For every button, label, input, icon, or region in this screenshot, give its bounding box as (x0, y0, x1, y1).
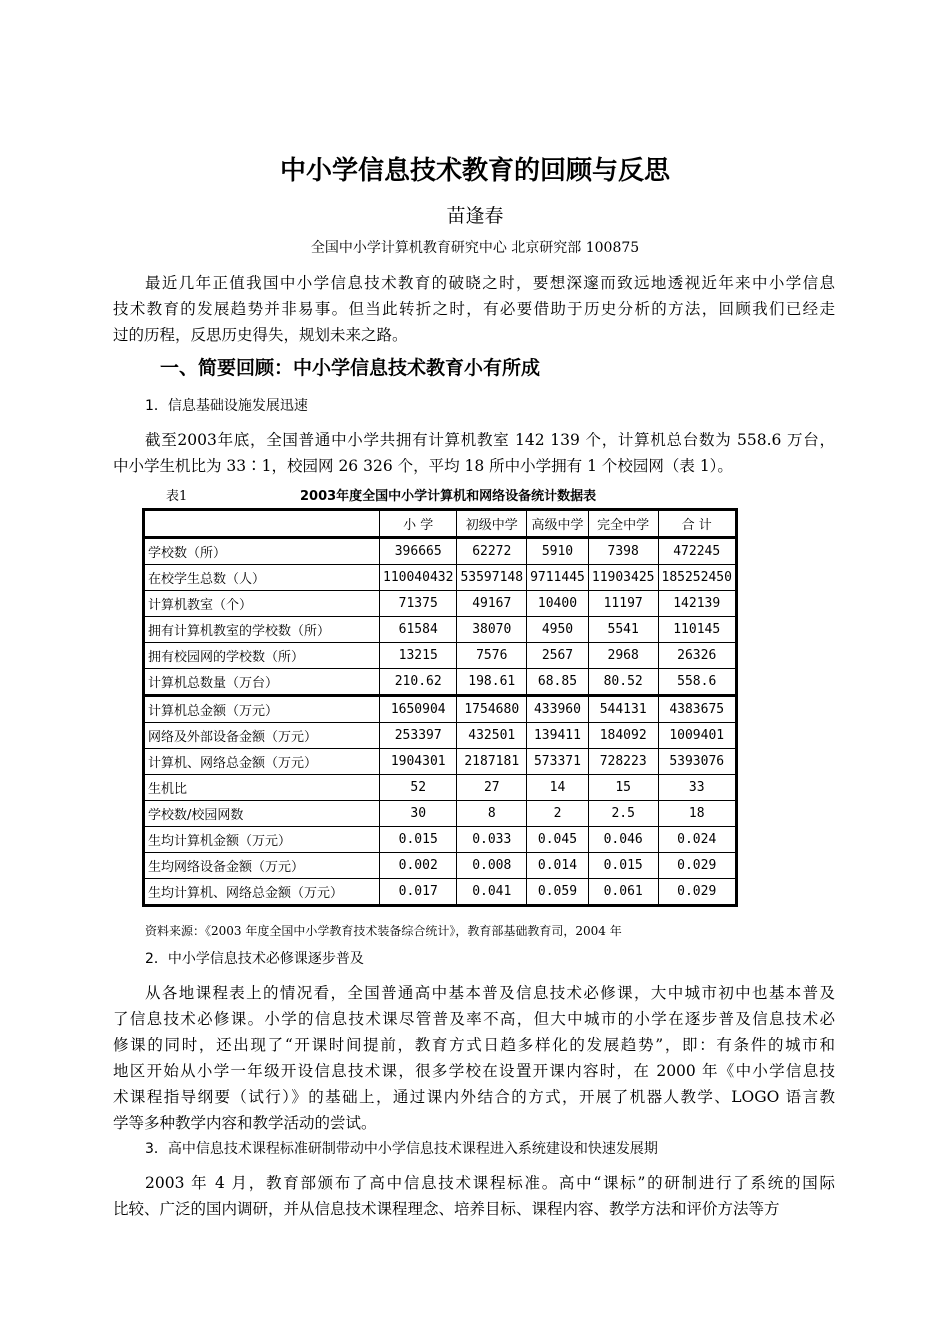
table-cell: 184092 (588, 723, 658, 749)
paragraph-1 (113, 427, 835, 479)
table-cell: 52 (380, 775, 457, 801)
table-cell: 0.015 (588, 853, 658, 879)
subheading-2: 2．中小学信息技术必修课逐步普及 (145, 951, 364, 967)
table-cell: 2187181 (457, 749, 527, 775)
table-row (144, 723, 737, 749)
table-cell: 2.5 (588, 801, 658, 827)
table-cell: 110040432 (380, 565, 457, 591)
table-cell: 185252450 (658, 565, 736, 591)
table-number: 表1 (166, 489, 188, 504)
table-cell: 33 (658, 775, 736, 801)
table-row (144, 538, 737, 565)
table-cell: 0.041 (457, 879, 527, 906)
table-row (144, 643, 737, 669)
table-cell: 2 (527, 801, 589, 827)
table-cell: 拥有校园网的学校数（所） (144, 643, 380, 669)
table-cell: 5393076 (658, 749, 736, 775)
table-cell: 558.6 (658, 669, 736, 696)
paragraph-3 (113, 1170, 835, 1222)
table-cell: 完全中学 (588, 510, 658, 538)
paragraph-line: 截至2003年底，全国普通中小学共拥有计算机教室 142 139 个，计算机总台数为 558.6 万台， (145, 431, 835, 449)
table-cell: 4950 (527, 617, 589, 643)
paragraph-line: 学等多种教学内容和教学活动的尝试。 (113, 1114, 377, 1132)
table-cell: 0.061 (588, 879, 658, 906)
table-cell: 8 (457, 801, 527, 827)
table-cell: 初级中学 (457, 510, 527, 538)
table-cell: 4383675 (658, 696, 736, 723)
table-cell: 2567 (527, 643, 589, 669)
document-title: 中小学信息技术教育的回顾与反思 (279, 156, 670, 186)
table-cell: 计算机教室（个） (144, 591, 380, 617)
paragraph-line: 从各地课程表上的情况看，全国普通高中基本普及信息技术必修课，大中城市初中也基本普及 (145, 984, 835, 1002)
table-row (144, 853, 737, 879)
table-cell: 0.002 (380, 853, 457, 879)
table-cell: 62272 (457, 538, 527, 565)
table-cell: 573371 (527, 749, 589, 775)
table-cell: 0.015 (380, 827, 457, 853)
table-cell: 1650904 (380, 696, 457, 723)
table-cell: 0.059 (527, 879, 589, 906)
table-cell: 网络及外部设备金额（万元） (144, 723, 380, 749)
table-cell (144, 510, 380, 538)
table-cell: 0.045 (527, 827, 589, 853)
table-row (144, 827, 737, 853)
table-cell: 26326 (658, 643, 736, 669)
table-source: 资料来源：《2003 年度全国中小学教育技术装备综合统计》，教育部基础教育司，2004 年 (145, 924, 622, 938)
table-cell: 拥有计算机教室的学校数（所） (144, 617, 380, 643)
table-cell: 80.52 (588, 669, 658, 696)
table-cell: 生均网络设备金额（万元） (144, 853, 380, 879)
table-cell: 学校数（所） (144, 538, 380, 565)
paragraph-line: 修课的同时，还出现了“开课时间提前，教育方式日趋多样化的发展趋势”，即：有条件的城市和 (113, 1036, 835, 1054)
table-cell: 53597148 (457, 565, 527, 591)
paragraph-line: 地区开始从小学一年级开设信息技术课，很多学校在设置开课内容时，在 2000 年《中小学信息技 (113, 1062, 835, 1080)
table-cell: 0.046 (588, 827, 658, 853)
subheading-1: 1．信息基础设施发展迅速 (145, 398, 308, 414)
paragraph-line: 中小学生机比为 33∶1，校园网 26 326 个，平均 18 所中小学拥有 1 个校园网（表 1）。 (113, 457, 733, 475)
table-row (144, 617, 737, 643)
table-cell: 1904301 (380, 749, 457, 775)
intro-paragraph (113, 270, 835, 348)
table-cell: 1009401 (658, 723, 736, 749)
table-cell: 0.029 (658, 853, 736, 879)
table-cell: 高级中学 (527, 510, 589, 538)
paragraph-2 (113, 980, 835, 1136)
table-cell: 7398 (588, 538, 658, 565)
table-row (144, 696, 737, 723)
section-heading-1: 一、简要回顾：中小学信息技术教育小有所成 (160, 357, 541, 379)
table-cell: 0.029 (658, 879, 736, 906)
table-row (144, 879, 737, 906)
table-cell: 计算机、网络总金额（万元） (144, 749, 380, 775)
table-cell: 30 (380, 801, 457, 827)
table-cell: 2968 (588, 643, 658, 669)
table-cell: 生均计算机、网络总金额（万元） (144, 879, 380, 906)
paragraph-line: 比较、广泛的国内调研，并从信息技术课程理念、培养目标、课程内容、教学方法和评价方法等方 (113, 1200, 780, 1218)
table-cell: 433960 (527, 696, 589, 723)
table-cell: 142139 (658, 591, 736, 617)
table-cell: 1754680 (457, 696, 527, 723)
table-cell: 0.008 (457, 853, 527, 879)
table-title: 2003年度全国中小学计算机和网络设备统计数据表 (300, 489, 597, 504)
table-cell: 61584 (380, 617, 457, 643)
table-cell: 11197 (588, 591, 658, 617)
paragraph-line: 了信息技术必修课。小学的信息技术课尽管普及率不高，但大中城市的小学在逐步普及信息技术必 (113, 1010, 835, 1028)
table-cell: 在校学生总数（人） (144, 565, 380, 591)
table-cell: 0.033 (457, 827, 527, 853)
table-cell: 68.85 (527, 669, 589, 696)
table-cell: 728223 (588, 749, 658, 775)
table-cell: 7576 (457, 643, 527, 669)
table-cell: 0.024 (658, 827, 736, 853)
table-header-row (144, 510, 737, 538)
table-cell: 253397 (380, 723, 457, 749)
affiliation: 全国中小学计算机教育研究中心 北京研究部 100875 (310, 240, 640, 256)
table-cell: 5541 (588, 617, 658, 643)
table-cell: 15 (588, 775, 658, 801)
paragraph-line: 术课程指导纲要（试行）》的基础上，通过课内外结合的方式，开展了机器人教学、LOGO 语言教 (113, 1088, 835, 1106)
paragraph-line: 技术教育的发展趋势并非易事。但当此转折之时，有必要借助于历史分析的方法，回顾我们已经走 (113, 300, 835, 318)
table-cell: 小 学 (380, 510, 457, 538)
statistics-table (142, 508, 738, 907)
table-cell: 38070 (457, 617, 527, 643)
table-cell: 71375 (380, 591, 457, 617)
table-cell: 14 (527, 775, 589, 801)
table-row (144, 775, 737, 801)
table-cell: 27 (457, 775, 527, 801)
table-cell: 0.017 (380, 879, 457, 906)
table-row (144, 669, 737, 696)
paragraph-line: 2003 年 4 月，教育部颁布了高中信息技术课程标准。高中“课标”的研制进行了系统的国际 (145, 1174, 835, 1192)
table-cell: 9711445 (527, 565, 589, 591)
table-cell: 198.61 (457, 669, 527, 696)
table-cell: 13215 (380, 643, 457, 669)
paragraph-line: 最近几年正值我国中小学信息技术教育的破晓之时，要想深邃而致远地透视近年来中小学信息 (145, 274, 835, 292)
table-cell: 计算机总金额（万元） (144, 696, 380, 723)
table-cell: 396665 (380, 538, 457, 565)
table-cell: 生均计算机金额（万元） (144, 827, 380, 853)
table-cell: 11903425 (588, 565, 658, 591)
paragraph-line: 过的历程，反思历史得失，规划未来之路。 (113, 326, 408, 344)
table-cell: 5910 (527, 538, 589, 565)
table-cell: 计算机总数量（万台） (144, 669, 380, 696)
table-cell: 18 (658, 801, 736, 827)
author: 苗逢春 (446, 205, 504, 227)
table-cell: 合 计 (658, 510, 736, 538)
table-cell: 0.014 (527, 853, 589, 879)
table-cell: 472245 (658, 538, 736, 565)
table-cell: 学校数/校园网数 (144, 801, 380, 827)
table-row (144, 591, 737, 617)
table-cell: 210.62 (380, 669, 457, 696)
table-row (144, 749, 737, 775)
table-cell: 49167 (457, 591, 527, 617)
table-cell: 10400 (527, 591, 589, 617)
table-cell: 生机比 (144, 775, 380, 801)
table-cell: 544131 (588, 696, 658, 723)
subheading-3: 3．高中信息技术课程标准研制带动中小学信息技术课程进入系统建设和快速发展期 (145, 1141, 658, 1157)
table-cell: 139411 (527, 723, 589, 749)
table-row (144, 801, 737, 827)
table-row (144, 565, 737, 591)
table-cell: 432501 (457, 723, 527, 749)
table-cell: 110145 (658, 617, 736, 643)
